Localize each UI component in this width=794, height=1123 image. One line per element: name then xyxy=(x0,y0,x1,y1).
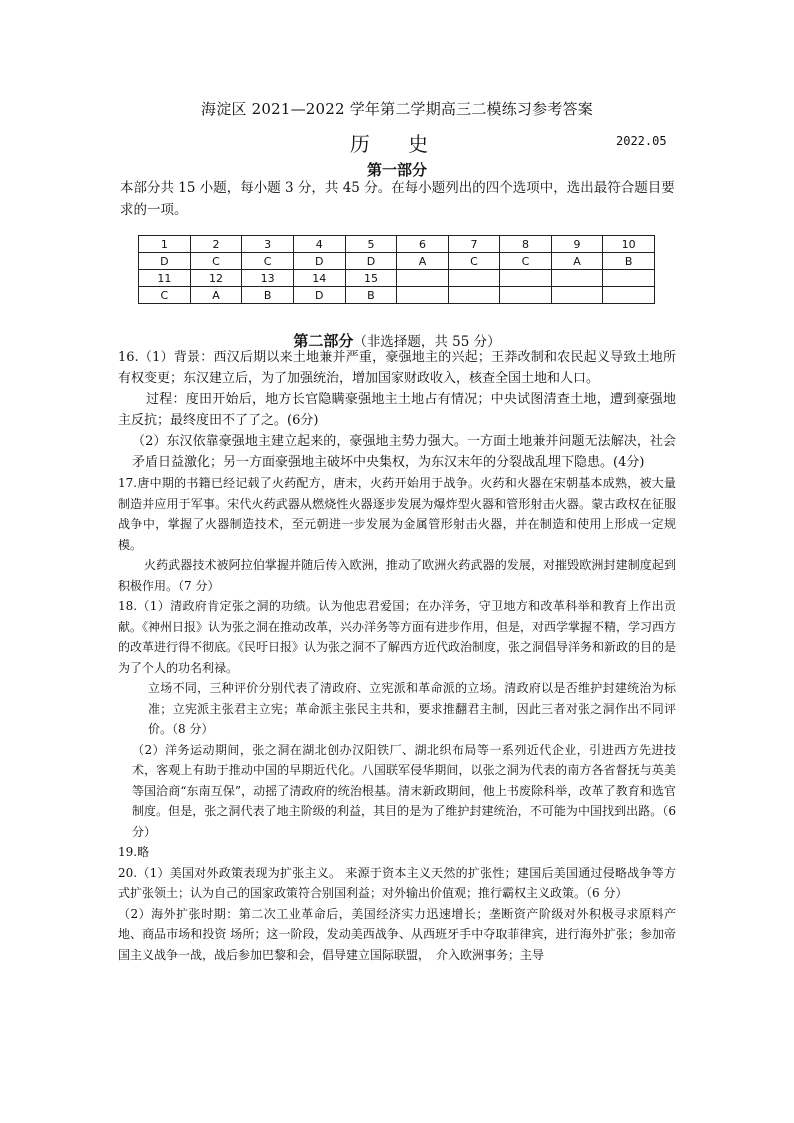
answer-letter-row xyxy=(139,287,655,304)
answer-table-cell: 8 xyxy=(500,236,551,253)
question-number-row xyxy=(139,270,655,287)
answer-table-cell xyxy=(551,287,602,304)
answer-table-cell: 3 xyxy=(242,236,294,253)
part-one-heading: 第一部分 xyxy=(366,161,427,179)
part-two-note: （非选择题，共 55 分） xyxy=(353,334,501,350)
answer-table-cell xyxy=(551,270,602,287)
answer-table-cell xyxy=(500,287,551,304)
answer-table-cell: 1 xyxy=(139,236,191,253)
answer-table-cell: D xyxy=(293,253,345,270)
answer-18-2: （2）洋务运动期间，张之洞在湖北创办汉阳铁厂、湖北织布局等一系列近代企业，引进西方先进技术，客观上有助于推动中国的早期近代化。八国联军侵华期间，以张之洞为代表的南方各省督抚与英美等国洽商“东南互保”，动摇了清政府的统治根基。清末新政期间，他上书废除科举，改革了教育和选官制度。但是，张之洞代表了地主阶级的利益，其目的是为了维护封建统治，不可能为中国找到出路。（6 分） xyxy=(132,742,676,839)
answer-table-cell xyxy=(603,287,655,304)
exam-date: 2022.05 xyxy=(616,134,667,148)
answer-table-cell: C xyxy=(500,253,551,270)
answer-table-cell xyxy=(603,270,655,287)
answer-18-1-b: 立场不同，三种评价分别代表了清政府、立宪派和革命派的立场。清政府以是否维护封建统治为标准；立宪派主张君主立宪；革命派主张民主共和，要求推翻君主制，因此三者对张之洞作出不同评价。（8 分） xyxy=(148,681,676,736)
answer-table-cell: 4 xyxy=(293,236,345,253)
answer-17-a: 17.唐中期的书籍已经记载了火药配方，唐末，火药开始用于战争。火药和火器在宋朝基本成熟，被大量制造并应用于军事。宋代火药武器从燃烧性火器逐步发展为爆炸型火器和管形射击火器。蒙古政权在征服战争中，掌握了火器制造技术，至元朝进一步发展为金属管形射击火器，并在制造和使用上形成一定规模。 xyxy=(118,476,676,552)
answer-table-cell: 6 xyxy=(397,236,448,253)
answer-table-cell: 11 xyxy=(139,270,191,287)
answer-table-cell: 5 xyxy=(345,236,397,253)
part-one-instructions: 本部分共 15 小题，每小题 3 分，共 45 分。在每小题列出的四个选项中，选出最符合题目要求的一项。 xyxy=(120,180,675,218)
answer-table-cell: D xyxy=(345,253,397,270)
answer-table-cell: 15 xyxy=(345,270,397,287)
answer-table-cell: 9 xyxy=(551,236,602,253)
answer-table-cell xyxy=(448,287,499,304)
answer-18-1-a: 18.（1）清政府肯定张之洞的功绩。认为他忠君爱国；在办洋务，守卫地方和改革科举和教育上作出贡献。《神州日报》认为张之洞在推动改革，兴办洋务等方面有进步作用，但是，对西学掌握不精，学习西方的改革进行得不彻底。《民吁日报》认为张之洞不了解西方近代政治制度，张之洞倡导洋务和新政的目的是为了个人的功名利禄。 xyxy=(118,599,677,675)
answer-19: 19.略 xyxy=(118,845,150,859)
answer-16-2: （2）东汉依靠豪强地主建立起来的，豪强地主势力强大。一方面土地兼并问题无法解决，社会矛盾日益激化；另一方面豪强地主破坏中央集权，为东汉末年的分裂战乱埋下隐患。(4分) xyxy=(132,434,676,470)
answer-table-cell xyxy=(500,270,551,287)
answer-table-cell: 13 xyxy=(242,270,294,287)
question-number-row xyxy=(139,236,655,253)
document-title: 海淀区 2021—2022 学年第二学期高三二模练习参考答案 xyxy=(201,100,593,118)
answer-table-cell: 12 xyxy=(190,270,242,287)
answer-table-cell: A xyxy=(397,253,448,270)
answer-table-cell: 14 xyxy=(293,270,345,287)
answer-letter-row xyxy=(139,253,655,270)
answer-16-1-process: 过程：度田开始后，地方长官隐瞒豪强地主土地占有情况；中央试图清查土地，遭到豪强地主反抗；最终度田不了了之。(6分) xyxy=(118,392,676,428)
answer-table-cell: 10 xyxy=(603,236,655,253)
answer-table-cell: 7 xyxy=(448,236,499,253)
answer-table-cell: C xyxy=(139,287,191,304)
answer-table-cell: 2 xyxy=(190,236,242,253)
answer-table-cell: B xyxy=(603,253,655,270)
answer-table-cell: C xyxy=(242,253,294,270)
subject-heading: 历 史 xyxy=(349,132,445,156)
answer-table-cell xyxy=(448,270,499,287)
answer-key-table xyxy=(138,235,655,304)
answer-table-cell: B xyxy=(242,287,294,304)
answer-table-cell: A xyxy=(551,253,602,270)
answer-table-cell: B xyxy=(345,287,397,304)
answer-16-1-background: 16.（1）背景：西汉后期以来土地兼并严重，豪强地主的兴起；王莽改制和农民起义导致土地所有权变更；东汉建立后，为了加强统治，增加国家财政收入，核查全国土地和人口。 xyxy=(118,350,676,386)
answer-table-cell xyxy=(397,270,448,287)
answer-table-cell: C xyxy=(448,253,499,270)
answer-table-cell: D xyxy=(139,253,191,270)
answer-table-cell xyxy=(397,287,448,304)
answers-body xyxy=(118,347,676,965)
answer-20-1: 20.（1）美国对外政策表现为扩张主义。 来源于资本主义天然的扩张性；建国后美国通过侵略战争等方式扩张领土；认为自己的国家政策符合别国利益；对外输出价值观；推行霸权主义政策。（6 分） xyxy=(118,865,676,900)
part-two-title: 第二部分 xyxy=(293,332,354,350)
answer-20-2: （2）海外扩张时期：第二次工业革命后，美国经济实力迅速增长；垄断资产阶级对外积极寻求原料产地、商品市场和投资 场所；这一阶段，发动美西战争、从西班牙手中夺取菲律宾，进行海外扩张；参加帝国主义战争一战，战后参加巴黎和会，倡导建立国际联盟， 介入欧洲事务；主导 xyxy=(118,906,676,962)
answer-17-b: 火药武器技术被阿拉伯掌握并随后传入欧洲，推动了欧洲火药武器的发展，对摧毁欧洲封建制度起到积极作用。（7 分） xyxy=(118,558,676,593)
answer-table-cell: C xyxy=(190,253,242,270)
answer-table-cell: D xyxy=(293,287,345,304)
answer-table-cell: A xyxy=(190,287,242,304)
